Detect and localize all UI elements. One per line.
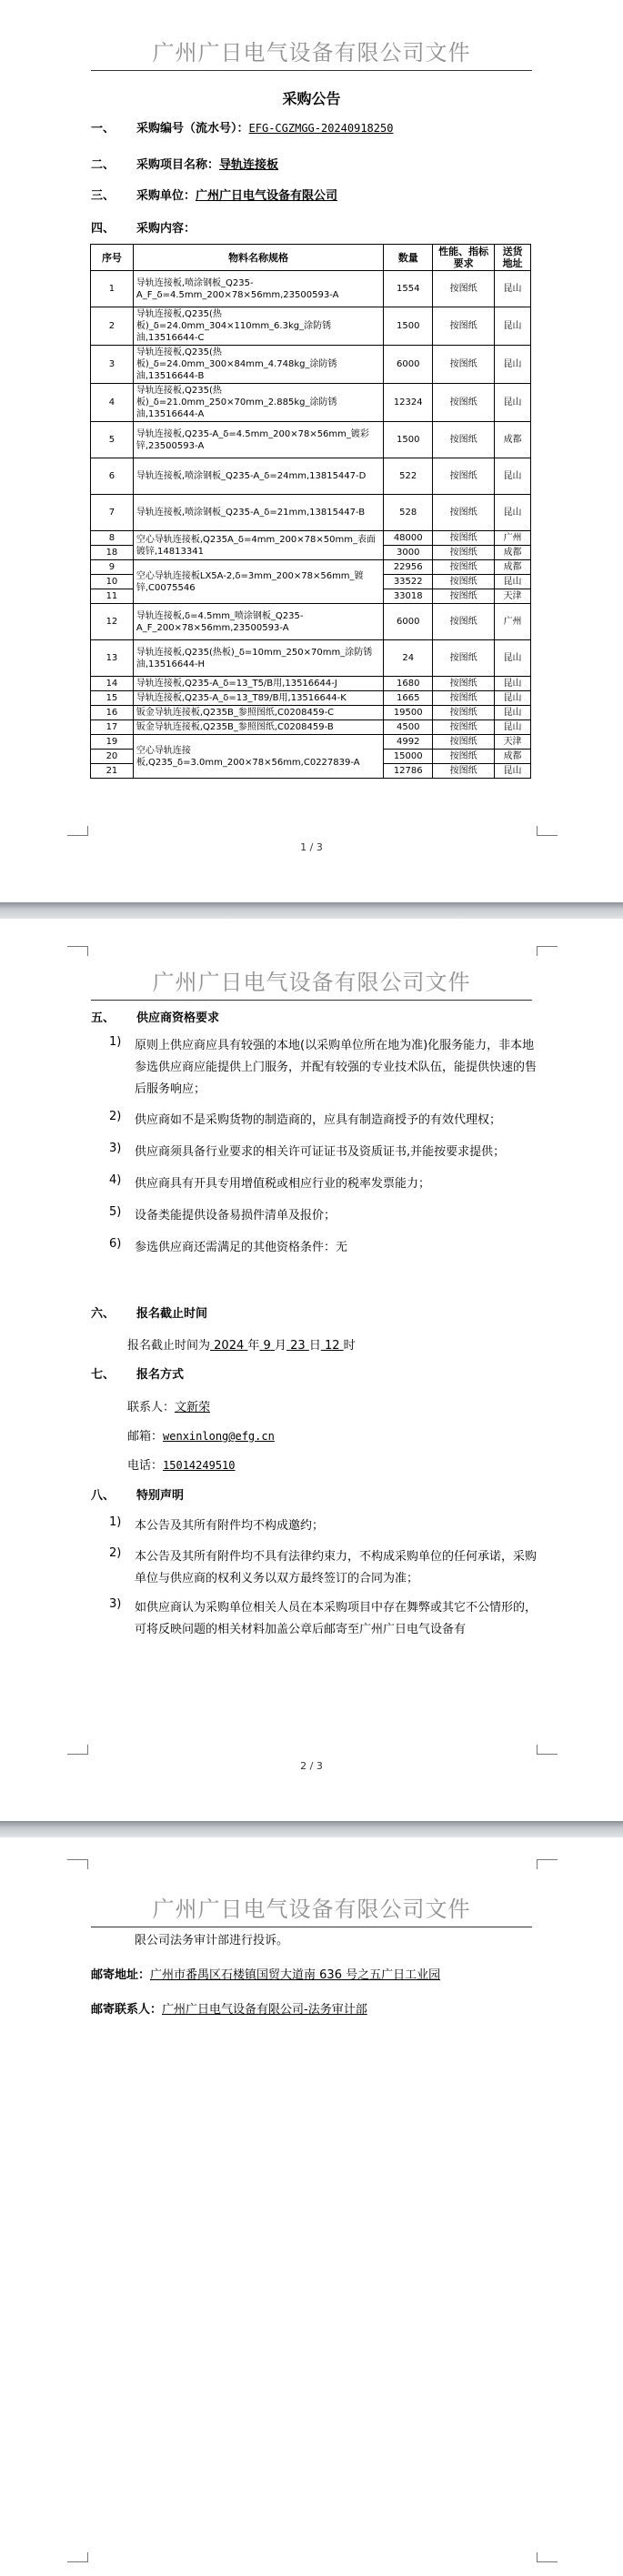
cell-addr: 天津	[495, 735, 531, 750]
cell-addr: 昆山	[495, 706, 531, 720]
cell-qty: 1554	[384, 271, 433, 307]
cell-name: 导轨连接板,Q235-A_δ=13_T5/B用,13516644-J	[133, 677, 383, 691]
cell-no: 11	[91, 589, 134, 604]
cell-addr: 天津	[495, 589, 531, 604]
cell-req: 按图纸	[433, 589, 495, 604]
cell-no: 5	[91, 422, 134, 458]
cell-req: 按图纸	[433, 764, 495, 779]
table-row	[91, 458, 531, 495]
mail-address: 广州市番禺区石楼镇国贸大道南 636 号之五广日工业园	[150, 1968, 441, 1982]
cell-req: 按图纸	[433, 604, 495, 640]
cell-req: 按图纸	[433, 750, 495, 764]
cell-addr: 广州	[495, 604, 531, 640]
purchase-no-value: EFG-CGZMGG-20240918250	[248, 122, 394, 135]
cell-no: 14	[91, 677, 134, 691]
crop-mark	[67, 826, 88, 836]
cell-qty: 6000	[384, 604, 433, 640]
section-deadline: 六、 报名截止时间	[91, 1307, 208, 1321]
page-3	[0, 1837, 623, 2576]
project-name-value: 导轨连接板	[219, 158, 279, 172]
cell-qty: 22956	[384, 560, 433, 575]
cell-addr: 广州	[495, 531, 531, 546]
cell-req: 按图纸	[433, 346, 495, 384]
cell-req: 按图纸	[433, 531, 495, 546]
cell-addr: 昆山	[495, 307, 531, 346]
doc-header: 广州广日电气设备有限公司文件	[91, 964, 532, 1001]
table-row	[91, 691, 531, 706]
purchaser-value: 广州广日电气设备有限公司	[196, 189, 338, 203]
cell-no: 20	[91, 750, 134, 764]
cell-no: 19	[91, 735, 134, 750]
cell-qty: 3000	[384, 546, 433, 560]
cell-req: 按图纸	[433, 458, 495, 495]
section-content: 四、 采购内容：	[91, 222, 196, 236]
cell-no: 8	[91, 531, 134, 546]
cell-req: 按图纸	[433, 640, 495, 677]
cell-no: 13	[91, 640, 134, 677]
cell-qty: 4500	[384, 720, 433, 735]
crop-mark	[537, 2552, 558, 2562]
table-row	[91, 706, 531, 720]
cell-req: 按图纸	[433, 720, 495, 735]
cell-qty: 19500	[384, 706, 433, 720]
col-header-name: 物料名称规格	[133, 245, 383, 271]
cell-req: 按图纸	[433, 422, 495, 458]
cell-qty: 1500	[384, 422, 433, 458]
contact-name: 文新荣	[175, 1401, 211, 1414]
cell-no: 6	[91, 458, 134, 495]
col-header-qty: 数量	[384, 245, 433, 271]
page-number: 2 / 3	[300, 1760, 323, 1772]
table-row	[91, 307, 531, 346]
cell-no: 17	[91, 720, 134, 735]
cell-name: 导轨连接板,喷涂钢板_Q235-A_δ=24mm,13815447-D	[133, 458, 383, 495]
cell-qty: 24	[384, 640, 433, 677]
table-row	[91, 560, 531, 575]
email-line: 邮箱：wenxinlong@efg.cn	[127, 1430, 275, 1444]
cell-name: 空心导轨连接板,Q235A_δ=4mm_200×78×50mm_表面镀锌,14813341	[133, 531, 383, 560]
crop-mark	[537, 826, 558, 836]
section-purchaser: 三、 采购单位：广州广日电气设备有限公司	[91, 189, 338, 203]
cell-addr: 昆山	[495, 677, 531, 691]
cell-req: 按图纸	[433, 546, 495, 560]
cell-req: 按图纸	[433, 691, 495, 706]
cell-qty: 1500	[384, 307, 433, 346]
contact-line: 联系人：文新荣	[127, 1401, 211, 1414]
doc-header: 广州广日电气设备有限公司文件	[91, 35, 532, 71]
col-header-addr: 送货地址	[495, 245, 531, 271]
cell-name: 导轨连接板,Q235(热板)_δ=24.0mm_300×84mm_4.748kg_涂防锈油,13516644-B	[133, 346, 383, 384]
phone-number: 15014249510	[163, 1459, 236, 1472]
table-row	[91, 720, 531, 735]
crop-mark	[537, 946, 558, 956]
cell-name: 导轨连接板,Q235-A_δ=13_T89/B用,13516644-K	[133, 691, 383, 706]
cell-qty: 12324	[384, 384, 433, 422]
crop-mark	[67, 1859, 88, 1869]
section-signup: 七、 报名方式	[91, 1368, 185, 1382]
cell-name: 导轨连接板,喷涂钢板_Q235-A_F_δ=4.5mm_200×78×56mm,23500593-A	[133, 271, 383, 307]
crop-mark	[67, 946, 88, 956]
items-table	[90, 244, 531, 779]
cell-qty: 33018	[384, 589, 433, 604]
table-row	[91, 531, 531, 546]
crop-mark	[67, 1745, 88, 1755]
cell-req: 按图纸	[433, 575, 495, 589]
table-row	[91, 346, 531, 384]
cell-qty: 1665	[384, 691, 433, 706]
cell-name: 钣金导轨连接板,Q235B_参照图纸,C0208459-C	[133, 706, 383, 720]
cell-qty: 528	[384, 495, 433, 531]
cell-qty: 522	[384, 458, 433, 495]
cell-addr: 昆山	[495, 458, 531, 495]
cell-addr: 昆山	[495, 640, 531, 677]
cell-addr: 昆山	[495, 691, 531, 706]
doc-header: 广州广日电气设备有限公司文件	[91, 1891, 532, 1927]
cell-addr: 成都	[495, 422, 531, 458]
cell-no: 2	[91, 307, 134, 346]
cell-addr: 昆山	[495, 384, 531, 422]
mail-recipient-line: 邮寄联系人：广州广日电气设备有限公司-法务审计部	[91, 2003, 367, 2017]
cell-no: 16	[91, 706, 134, 720]
cell-qty: 15000	[384, 750, 433, 764]
page-number: 1 / 3	[300, 841, 323, 853]
cell-name: 空心导轨连接板,Q235_δ=3.0mm_200×78×56mm,C0227839-A	[133, 735, 383, 779]
section-purchase-no: 一、 采购编号（流水号）：EFG-CGZMGG-20240918250	[91, 122, 394, 136]
deadline-text: 报名截止时间为 2024 年 9 月 23 日 12 时	[127, 1339, 356, 1353]
table-row	[91, 604, 531, 640]
cell-addr: 昆山	[495, 720, 531, 735]
cell-addr: 昆山	[495, 764, 531, 779]
col-header-req: 性能、指标要求	[433, 245, 495, 271]
cell-no: 3	[91, 346, 134, 384]
cell-addr: 成都	[495, 560, 531, 575]
cell-no: 7	[91, 495, 134, 531]
continued-text: 限公司法务审计部进行投诉。	[135, 1934, 289, 1947]
cell-qty: 6000	[384, 346, 433, 384]
cell-req: 按图纸	[433, 706, 495, 720]
cell-req: 按图纸	[433, 495, 495, 531]
cell-req: 按图纸	[433, 735, 495, 750]
cell-name: 导轨连接板,Q235(热板)_δ=10mm_250×70mm_涂防锈油,13516644-H	[133, 640, 383, 677]
cell-name: 导轨连接板,Q235(热板)_δ=24.0mm_304×110mm_6.3kg_涂防锈油,13516644-C	[133, 307, 383, 346]
cell-no: 9	[91, 560, 134, 575]
table-row	[91, 640, 531, 677]
mail-address-line: 邮寄地址：广州市番禺区石楼镇国贸大道南 636 号之五广日工业园	[91, 1968, 441, 1982]
page-separator	[0, 1821, 623, 1837]
cell-no: 4	[91, 384, 134, 422]
table-row	[91, 271, 531, 307]
mail-recipient: 广州广日电气设备有限公司-法务审计部	[162, 2003, 367, 2017]
cell-name: 空心导轨连接板LX5A-2,δ=3mm_200×78×56mm_镀锌,C0075546	[133, 560, 383, 604]
cell-name: 导轨连接板,喷涂钢板_Q235-A_δ=21mm,13815447-B	[133, 495, 383, 531]
cell-addr: 成都	[495, 546, 531, 560]
cell-no: 12	[91, 604, 134, 640]
cell-name: 导轨连接板,δ=4.5mm_喷涂钢板_Q235-A_F_200×78×56mm,23500593-A	[133, 604, 383, 640]
table-row	[91, 735, 531, 750]
col-header-no: 序号	[91, 245, 134, 271]
email-link[interactable]: wenxinlong@efg.cn	[163, 1430, 275, 1443]
section-statement: 八、 特别声明	[91, 1489, 185, 1503]
cell-qty: 12786	[384, 764, 433, 779]
cell-req: 按图纸	[433, 560, 495, 575]
cell-no: 10	[91, 575, 134, 589]
table-row	[91, 677, 531, 691]
cell-name: 导轨连接板,Q235(热板)_δ=21.0mm_250×70mm_2.885kg_涂防锈油,13516644-A	[133, 384, 383, 422]
crop-mark	[67, 2552, 88, 2562]
cell-req: 按图纸	[433, 677, 495, 691]
table-row	[91, 384, 531, 422]
cell-req: 按图纸	[433, 307, 495, 346]
cell-addr: 昆山	[495, 575, 531, 589]
cell-qty: 33522	[384, 575, 433, 589]
crop-mark	[537, 1859, 558, 1869]
cell-no: 18	[91, 546, 134, 560]
cell-no: 1	[91, 271, 134, 307]
cell-qty: 1680	[384, 677, 433, 691]
table-header-row	[91, 245, 531, 271]
page-separator	[0, 902, 623, 919]
doc-title: 采购公告	[282, 90, 341, 107]
cell-addr: 昆山	[495, 495, 531, 531]
cell-addr: 昆山	[495, 346, 531, 384]
cell-addr: 成都	[495, 750, 531, 764]
cell-name: 钣金导轨连接板,Q235B_参照图纸,C0208459-B	[133, 720, 383, 735]
cell-addr: 昆山	[495, 271, 531, 307]
phone-line: 电话：15014249510	[127, 1459, 236, 1473]
cell-name: 导轨连接板,Q235-A_δ=4.5mm_200×78×56mm_镀彩锌,23500593-A	[133, 422, 383, 458]
table-row	[91, 422, 531, 458]
page-1	[0, 0, 623, 902]
cell-no: 21	[91, 764, 134, 779]
table-row	[91, 495, 531, 531]
section-qualification: 五、 供应商资格要求	[91, 1011, 220, 1025]
crop-mark	[537, 1745, 558, 1755]
cell-req: 按图纸	[433, 271, 495, 307]
cell-req: 按图纸	[433, 384, 495, 422]
cell-no: 15	[91, 691, 134, 706]
section-project-name: 二、 采购项目名称：导轨连接板	[91, 158, 279, 172]
cell-qty: 4992	[384, 735, 433, 750]
cell-qty: 48000	[384, 531, 433, 546]
